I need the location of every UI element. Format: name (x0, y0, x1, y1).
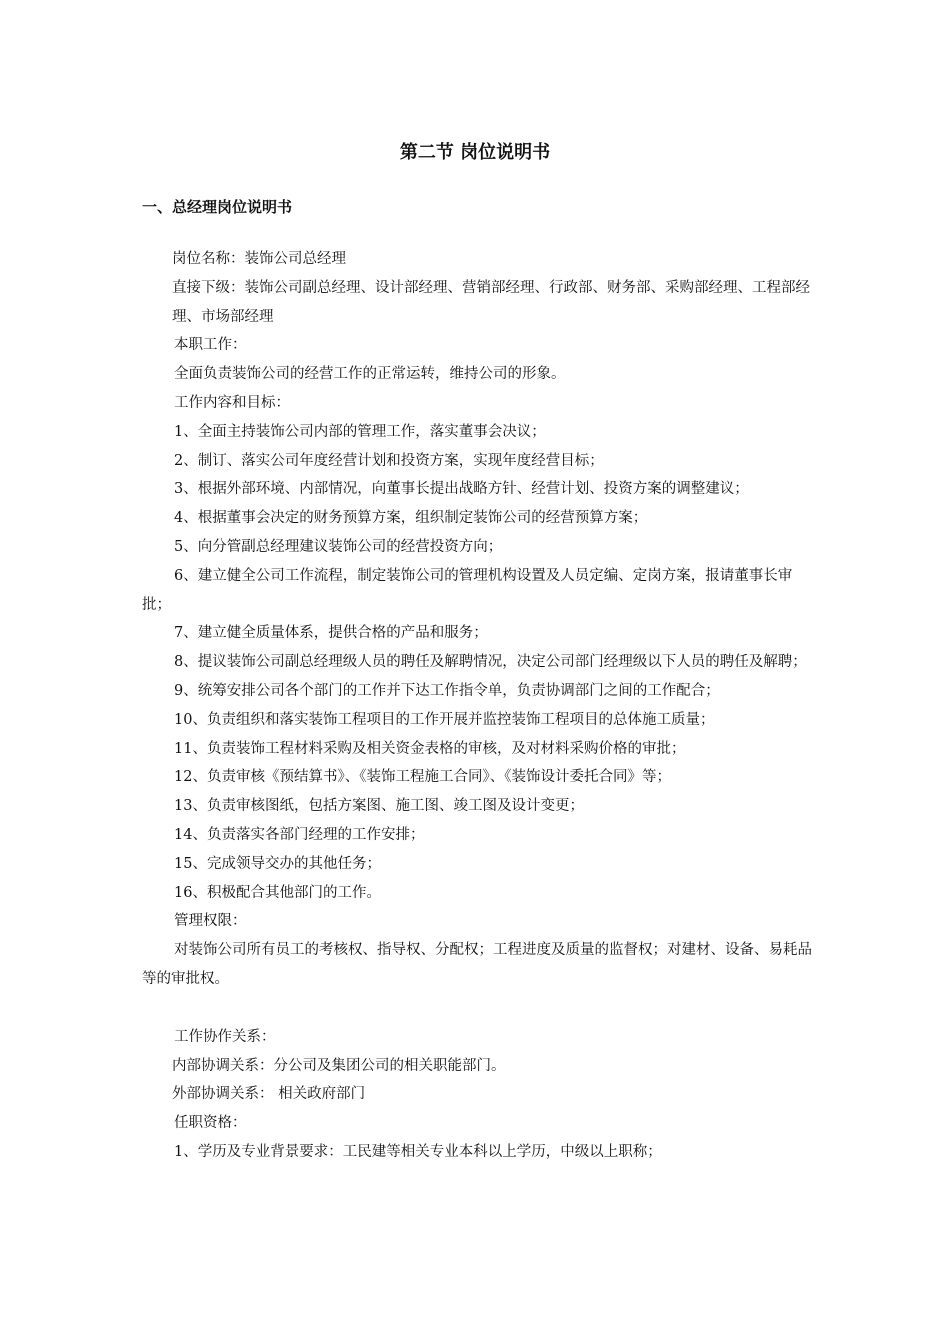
external-relation-line: 外部协调关系： 相关政府部门 (172, 1086, 366, 1103)
list-item: 8、提议装饰公司副总经理级人员的聘任及解聘情况，决定公司部门经理级以下人员的聘任及解聘； (174, 654, 807, 671)
qualification-heading: 任职资格： (174, 1115, 247, 1132)
list-item: 5、向分管副总经理建议装饰公司的经营投资方向； (174, 538, 503, 555)
list-item: 9、统筹安排公司各个部门的工作并下达工作指令单，负责协调部门之间的工作配合； (174, 682, 720, 699)
qualification-item: 1、学历及专业背景要求：工民建等相关专业本科以上学历，中级以上职称； (174, 1143, 662, 1160)
list-item: 3、根据外部环境、内部情况，向董事长提出战略方针、经营计划、投资方案的调整建议； (174, 481, 749, 498)
subsection-title: 一、总经理岗位说明书 (142, 198, 293, 216)
duty-text: 全面负责装饰公司的经营工作的正常运转，维持公司的形象。 (174, 366, 566, 383)
paragraph-spacer (142, 994, 812, 1023)
internal-relation-line: 内部协调关系：分公司及集团公司的相关职能部门。 (172, 1057, 506, 1074)
duty-heading: 本职工作： (174, 337, 247, 354)
list-item: 2、制订、落实公司年度经营计划和投资方案，实现年度经营目标； (174, 452, 604, 469)
content-heading: 工作内容和目标： (174, 394, 290, 411)
list-item: 6、建立健全公司工作流程，制定装饰公司的管理机构设置及人员定编、定岗方案，报请董事长审批； (142, 567, 793, 613)
list-item: 15、完成领导交办的其他任务； (174, 855, 381, 872)
position-name-line: 岗位名称：装饰公司总经理 (172, 251, 346, 267)
list-item: 1、全面主持装饰公司内部的管理工作，落实董事会决议； (174, 423, 546, 440)
list-item: 14、负责落实各部门经理的工作安排； (174, 826, 425, 843)
list-item: 12、负责审核《预结算书》、《装饰工程施工合同》、《装饰设计委托合同》等； (174, 769, 671, 786)
authority-text: 对装饰公司所有员工的考核权、指导权、分配权；工程进度及质量的监督权；对建材、设备、易耗品等的审批权。 (142, 942, 812, 987)
list-item: 13、负责审核图纸，包括方案图、施工图、竣工图及设计变更； (174, 798, 584, 815)
relation-heading: 工作协作关系： (174, 1028, 276, 1045)
authority-heading: 管理权限： (174, 913, 247, 930)
list-item: 10、负责组织和落实装饰工程项目的工作开展并监控装饰工程项目的总体施工质量； (174, 711, 715, 728)
list-item: 7、建立健全质量体系，提供合格的产品和服务； (174, 625, 488, 642)
list-item: 4、根据董事会决定的财务预算方案，组织制定装饰公司的经营预算方案； (174, 510, 648, 527)
list-item: 16、积极配合其他部门的工作。 (174, 884, 381, 901)
direct-reports-line: 直接下级：装饰公司副总经理、设计部经理、营销部经理、行政部、财务部、采购部经理、工程部经理、市场部经理 (172, 279, 810, 325)
document-body (142, 245, 812, 1167)
list-item: 11、负责装饰工程材料采购及相关资金表格的审核，及对材料采购价格的审批； (174, 740, 686, 757)
section-title: 第二节 岗位说明书 (399, 142, 551, 163)
